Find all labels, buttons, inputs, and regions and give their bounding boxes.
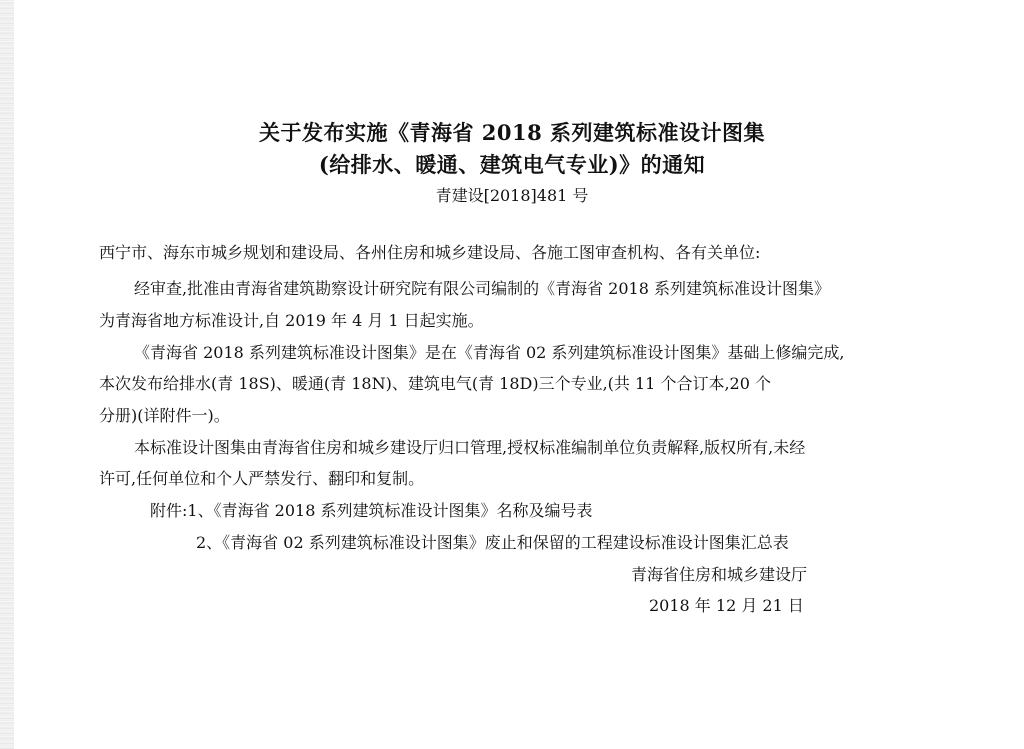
attachment-item2: 2、《青海省 02 系列建筑标准设计图集》废止和保留的工程建设标准设计图集汇总表 [196, 533, 789, 552]
paragraph3-line2: 许可,任何单位和个人严禁发行、翻印和复制。 [99, 469, 425, 488]
paragraph3-line1: 本标准设计图集由青海省住房和城乡建设厅归口管理,授权标准编制单位负责解释,版权所有,未经 [134, 438, 806, 457]
scan-edge-shadow [0, 0, 14, 749]
paragraph1-line1: 经审查,批准由青海省建筑勘察设计研究院有限公司编制的《青海省 2018 系列建筑标准设计图集》 [134, 279, 830, 298]
issue-date: 2018 年 12 月 21 日 [649, 596, 804, 615]
issuer-signature: 青海省住房和城乡建设厅 [631, 565, 808, 584]
paragraph2-line2: 本次发布给排水(青 18S)、暖通(青 18N)、建筑电气(青 18D)三个专业,(共 11 个合订本,20 个 [99, 374, 771, 393]
addressee-line: 西宁市、海东市城乡规划和建设局、各州住房和城乡建设局、各施工图审查机构、各有关单位: [99, 243, 761, 262]
paragraph2-line1: 《青海省 2018 系列建筑标准设计图集》是在《青海省 02 系列建筑标准设计图集》基础上修编完成, [134, 343, 845, 362]
attachment-item1: 附件:1、《青海省 2018 系列建筑标准设计图集》名称及编号表 [150, 501, 593, 520]
document-number: 青建设[2018]481 号 [435, 186, 589, 205]
notice-title-line2: (给排水、暖通、建筑电气专业)》的通知 [318, 152, 706, 177]
paragraph2-line3: 分册)(详附件一)。 [99, 406, 230, 425]
notice-title-line1: 关于发布实施《青海省 2018 系列建筑标准设计图集 [258, 120, 766, 145]
paragraph1-line2: 为青海省地方标准设计,自 2019 年 4 月 1 日起实施。 [99, 311, 484, 330]
